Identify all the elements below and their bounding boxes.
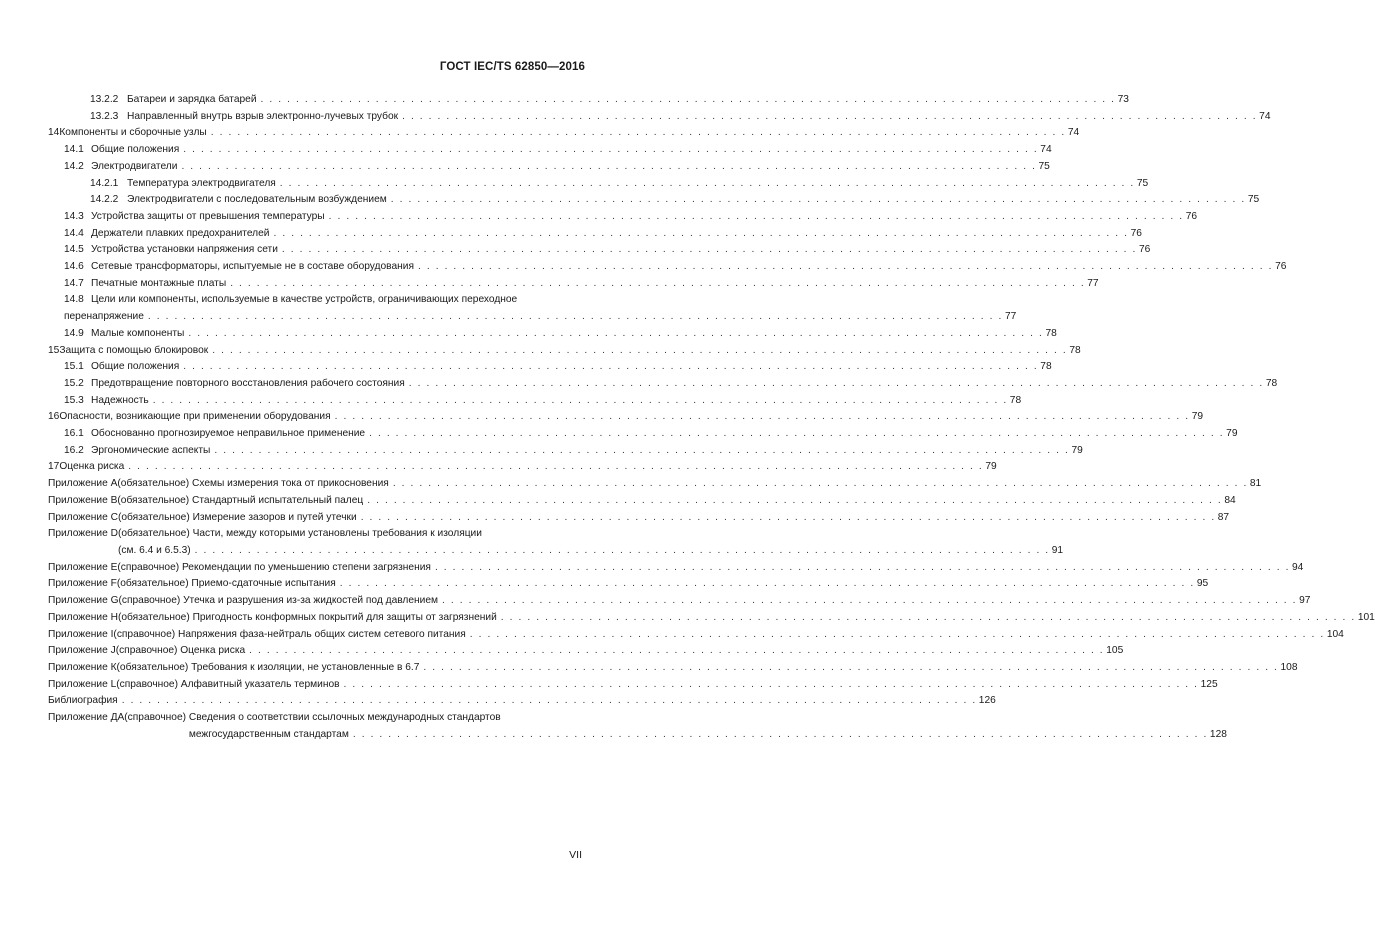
toc-leader-dots	[212, 343, 1067, 360]
toc-leader-dots	[249, 643, 1104, 660]
toc-entry-number: 17	[48, 461, 60, 473]
toc-entry-number: Приложение I	[48, 628, 114, 640]
toc-leader-dots	[369, 426, 1224, 443]
toc-entry-number: 14.7	[64, 277, 84, 289]
toc-entry[interactable]	[48, 710, 1227, 743]
toc-entry-title: (справочное) Алфавитный указатель терминов	[116, 678, 340, 690]
toc-entry-page: 75	[1038, 160, 1050, 172]
toc-entry-title-continued: межгосударственным стандартам	[188, 728, 349, 740]
toc-leader-dots	[188, 326, 1043, 343]
toc-entry-number: Приложение ДА	[48, 712, 125, 724]
toc-entry[interactable]	[48, 443, 1083, 460]
toc-entry-page: 74	[1259, 110, 1271, 122]
toc-entry-number: Приложение D	[48, 528, 118, 540]
toc-entry-number: Приложение А	[48, 478, 118, 490]
toc-entry[interactable]	[48, 343, 1081, 360]
toc-entry-title: Электродвигатели с последовательным возбуждением	[127, 194, 387, 206]
toc-entry-number: 15	[48, 344, 60, 356]
toc-entry-number: Приложение С	[48, 511, 118, 523]
toc-entry-page: 76	[1185, 210, 1198, 222]
toc-leader-dots	[335, 409, 1190, 426]
toc-entry-number: Приложение E	[48, 561, 118, 573]
toc-entry-number: 14.3	[64, 210, 84, 222]
toc-entry-page: 79	[985, 461, 997, 473]
toc-entry[interactable]	[48, 209, 1198, 226]
page-number: VII	[569, 849, 582, 861]
toc-entry[interactable]	[48, 376, 1278, 393]
toc-entry-page: 94	[1292, 561, 1304, 573]
toc-leader-dots	[470, 627, 1325, 644]
toc-entry[interactable]	[48, 409, 1204, 426]
toc-entry[interactable]	[48, 576, 1209, 593]
toc-entry-number: Приложение G	[48, 595, 119, 607]
toc-entry-page: 73	[1117, 94, 1129, 105]
toc-entry-title: Оценка риска	[59, 461, 125, 473]
toc-leader-dots	[183, 142, 1038, 159]
toc-entry-title: Компоненты и сборочные узлы	[59, 127, 207, 139]
toc-leader-dots	[391, 192, 1246, 209]
toc-entry-title: Обоснованно прогнозируемое неправильное применение	[91, 428, 366, 440]
toc-entry-number: 15.2	[64, 377, 84, 389]
toc-entry-title: Направленный внутрь взрыв электронно-лучевых трубок	[127, 110, 399, 122]
toc-entry[interactable]	[48, 493, 1236, 510]
toc-entry[interactable]	[48, 359, 1052, 376]
toc-entry-number: 14.4	[64, 227, 84, 239]
toc-entry-title: (обязательное) Пригодность конформных покрытий для защиты от загрязнений	[117, 611, 497, 623]
toc-entry[interactable]	[48, 92, 1129, 109]
toc-entry-number: 14.5	[64, 244, 84, 256]
toc-leader-dots	[501, 610, 1356, 627]
toc-entry-page: 76	[1275, 261, 1287, 273]
toc-entry-page: 78	[1069, 344, 1081, 356]
toc-entry[interactable]	[48, 159, 1050, 176]
toc-entry[interactable]	[48, 560, 1304, 577]
toc-entry[interactable]	[48, 643, 1124, 660]
toc-entry[interactable]	[48, 660, 1298, 677]
toc-entry-title: (справочное) Сведения о соответствии ссылочных международных стандартов	[124, 712, 501, 724]
toc-leader-dots	[367, 493, 1222, 510]
toc-entry-title: Устройства установки напряжения сети	[91, 244, 278, 256]
toc-entry-title: (обязательное) Схемы измерения тока от прикосновения	[117, 478, 389, 490]
toc-entry[interactable]	[48, 125, 1080, 142]
toc-entry-title: Батареи и зарядка батарей	[127, 94, 257, 105]
toc-entry[interactable]	[48, 393, 1022, 410]
toc-entry-number: 14.2.1	[90, 177, 119, 189]
toc-entry-page: 95	[1196, 578, 1209, 590]
toc-entry[interactable]	[48, 292, 1017, 325]
toc-entry-title: Держатели плавких предохранителей	[91, 227, 270, 239]
toc-entry-title: (обязательное) Стандартный испытательный палец	[117, 494, 364, 506]
toc-entry-page: 78	[1009, 394, 1022, 406]
toc-entry-page: 77	[1087, 277, 1099, 289]
toc-entry-page: 87	[1217, 511, 1230, 523]
toc-entry-number: 13.2.3	[90, 110, 119, 122]
toc-leader-dots	[423, 660, 1278, 677]
toc-entry[interactable]	[48, 476, 1262, 493]
toc-entry[interactable]	[48, 593, 1311, 610]
toc-leader-dots	[435, 560, 1290, 577]
toc-entry-number: 16.2	[64, 444, 84, 456]
toc-leader-dots	[442, 593, 1297, 610]
toc-leader-dots	[282, 242, 1137, 259]
toc-leader-dots	[418, 259, 1273, 276]
toc-entry[interactable]	[48, 526, 1064, 559]
document-code: ГОСТ IEC/TS 62850—2016	[439, 61, 585, 73]
toc-entry[interactable]	[48, 426, 1238, 443]
toc-entry-page: 79	[1071, 444, 1083, 456]
toc-leader-dots	[183, 359, 1038, 376]
toc-leader-dots	[353, 727, 1208, 744]
toc-entry-number: Приложение К	[48, 661, 117, 673]
toc-entry[interactable]	[48, 627, 1344, 644]
toc-entry-page: 101	[1357, 611, 1375, 623]
toc-entry-page: 76	[1130, 227, 1142, 239]
toc-entry-number: Приложение J	[48, 645, 116, 657]
toc-entry-page: 128	[1209, 728, 1227, 740]
toc-entry-title: Эргономические аспекты	[91, 444, 211, 456]
toc-leader-dots	[361, 510, 1216, 527]
toc-entry-title: Сетевые трансформаторы, испытуемые не в составе оборудования	[91, 261, 414, 273]
toc-entry-number: 16	[48, 411, 60, 423]
toc-entry-page: 77	[1004, 311, 1017, 323]
toc-entry-title: (справочное) Рекомендации по уменьшению степени загрязнения	[117, 561, 431, 573]
toc-entry-page: 81	[1249, 478, 1262, 490]
toc-entry[interactable]	[48, 677, 1218, 694]
toc-leader-dots	[195, 543, 1050, 560]
toc-entry-number: 15.3	[64, 394, 84, 406]
toc-leader-dots	[329, 209, 1184, 226]
toc-entry-number: Приложение L	[48, 678, 117, 690]
toc-leader-dots	[153, 393, 1008, 410]
toc-entry-number: 14.1	[64, 144, 84, 156]
toc-leader-dots	[409, 376, 1264, 393]
toc-entry-page: 78	[1265, 377, 1278, 389]
toc-leader-dots	[273, 226, 1128, 243]
toc-entry-title: Устройства защиты от превышения температуры	[91, 210, 325, 222]
toc-leader-dots	[122, 693, 977, 710]
toc-entry-title-continued: (см. 6.4 и 6.5.3)	[117, 544, 191, 556]
toc-entry-page: 91	[1051, 544, 1064, 556]
toc-entry[interactable]	[48, 142, 1052, 159]
toc-entry-page: 97	[1299, 595, 1311, 607]
toc-entry-page: 105	[1106, 645, 1124, 657]
toc-entry-title: Цели или компоненты, используемые в качестве устройств, ограничивающих переходное	[91, 294, 518, 306]
toc-entry-title: Общие положения	[91, 361, 180, 373]
toc-entry-number: 15.1	[64, 361, 84, 373]
toc-leader-dots	[148, 309, 1003, 326]
toc-entry-title: Общие положения	[91, 144, 180, 156]
toc-entry[interactable]	[48, 109, 1271, 126]
toc-entry-number: 14.9	[64, 327, 84, 339]
toc-entry-page: 75	[1247, 194, 1260, 206]
toc-entry-page: 84	[1224, 494, 1236, 506]
toc-entry-page: 104	[1326, 628, 1344, 640]
toc-entry[interactable]	[48, 259, 1287, 276]
toc-entry-number: 14.2	[64, 160, 84, 172]
toc-leader-dots	[393, 476, 1248, 493]
toc-entry-title: Защита с помощью блокировок	[59, 344, 209, 356]
toc-entry-title: (справочное) Оценка риска	[115, 645, 246, 657]
toc-entry[interactable]	[48, 242, 1151, 259]
toc-entry-title-continued: перенапряжение	[64, 311, 144, 323]
toc-leader-dots	[230, 276, 1085, 293]
toc-entry-page: 78	[1040, 361, 1052, 373]
table-of-contents	[48, 92, 1375, 743]
toc-entry-page: 74	[1067, 127, 1080, 139]
toc-entry-number: 14	[48, 127, 60, 139]
toc-entry-number: 14.8	[64, 294, 84, 306]
toc-entry-title: (обязательное) Приемо-сдаточные испытания	[116, 578, 336, 590]
toc-entry-page: 78	[1045, 327, 1057, 339]
toc-entry[interactable]	[48, 176, 1149, 193]
toc-entry[interactable]	[48, 226, 1142, 243]
toc-entry-title: (справочное) Напряжения фаза-нейтраль общих систем сетевого питания	[113, 628, 466, 640]
toc-entry-title: Температура электродвигателя	[127, 177, 276, 189]
toc-entry[interactable]	[48, 459, 997, 476]
toc-leader-dots	[402, 109, 1257, 126]
toc-leader-dots	[261, 92, 1116, 109]
toc-entry-page: 79	[1191, 411, 1204, 423]
toc-entry-number: 16.1	[64, 428, 84, 440]
toc-entry-title: (обязательное) Измерение зазоров и путей утечки	[117, 511, 357, 523]
toc-entry-title: (справочное) Утечка и разрушения из-за жидкостей под давлением	[118, 595, 439, 607]
toc-entry-page: 74	[1040, 144, 1052, 156]
toc-entry[interactable]	[48, 276, 1099, 293]
toc-entry[interactable]	[48, 326, 1057, 343]
toc-entry-number: 14.6	[64, 261, 84, 273]
toc-entry-page: 126	[978, 695, 996, 707]
toc-entry-number: Приложение В	[48, 494, 118, 506]
toc-leader-dots	[181, 159, 1036, 176]
toc-entry-page: 76	[1138, 244, 1151, 256]
toc-entry[interactable]	[48, 610, 1375, 627]
toc-entry-page: 108	[1280, 661, 1298, 673]
toc-leader-dots	[340, 576, 1195, 593]
toc-entry-title: Малые компоненты	[91, 327, 185, 339]
toc-entry-title: Печатные монтажные платы	[91, 277, 227, 289]
toc-entry-title: Библиография	[48, 695, 118, 707]
toc-leader-dots	[214, 443, 1069, 460]
toc-entry-title: Электродвигатели	[91, 160, 178, 172]
toc-entry-number: 13.2.2	[90, 94, 119, 105]
toc-entry-page: 79	[1226, 428, 1238, 440]
toc-entry-number: Приложение F	[48, 578, 117, 590]
toc-entry-title: (обязательное) Требования к изоляции, не установленные в 6.7	[116, 661, 420, 673]
toc-entry[interactable]	[48, 192, 1260, 209]
toc-entry-number: Приложение H	[48, 611, 118, 623]
toc-entry-title: Надежность	[91, 394, 149, 406]
toc-leader-dots	[280, 176, 1135, 193]
toc-entry-page: 75	[1136, 177, 1149, 189]
toc-entry-title: Опасности, возникающие при применении оборудования	[59, 411, 331, 423]
toc-leader-dots	[211, 125, 1066, 142]
toc-entry-number: 14.2.2	[90, 194, 119, 206]
toc-leader-dots	[128, 459, 983, 476]
toc-entry[interactable]	[48, 693, 996, 710]
toc-entry-page: 125	[1200, 678, 1218, 690]
toc-entry-title: Предотвращение повторного восстановления рабочего состояния	[91, 377, 405, 389]
toc-leader-dots	[344, 677, 1199, 694]
toc-entry-title: (обязательное) Части, между которыми установлены требования к изоляции	[117, 528, 482, 540]
toc-entry[interactable]	[48, 510, 1230, 527]
